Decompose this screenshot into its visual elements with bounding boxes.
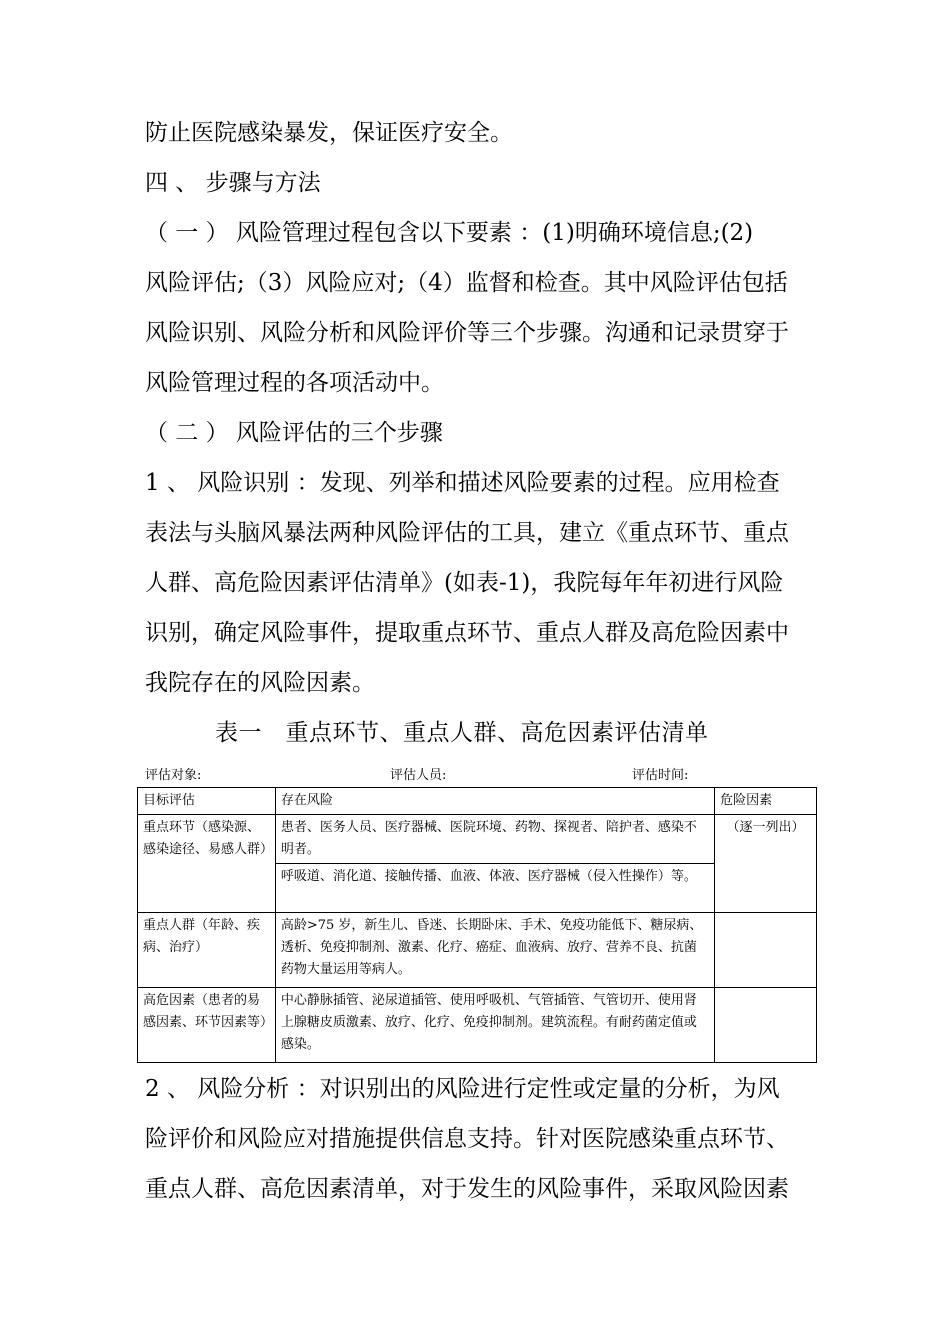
paragraph-risk-elements-line2: 风险评估;（3）风险应对;（4）监督和检查。其中风险评估包括: [145, 270, 788, 296]
paragraph-risk-identification-line5: 我院存在的风险因素。: [145, 670, 375, 696]
cell-risk-key-links-sources: 患者、医务人员、医疗器械、医院环境、药物、探视者、陪护者、感染不明者。: [275, 815, 714, 864]
cell-target-high-risk: 高危因素（患者的易感因素、环节因素等）: [138, 988, 276, 1063]
paragraph-prevent-outbreak: 防止医院感染暴发，保证医疗安全。: [145, 120, 513, 146]
table-row: [138, 815, 817, 864]
cell-risk-high-risk: 中心静脉插管、泌尿道插管、使用呼吸机、气管插管、气管切开、使用肾上腺糖皮质激素、放疗、化疗、免疫抑制剂。建筑流程。有耐药菌定值或感染。: [275, 988, 714, 1063]
table-row: [138, 988, 817, 1063]
table-title: 表一 重点环节、重点人群、高危因素评估清单: [215, 720, 709, 746]
cell-risk-key-population: 高龄>75 岁，新生儿、昏迷、长期卧床、手术、免疫功能低下、糖尿病、透析、免疫抑制剂、激素、化疗、癌症、血液病、放疗、营养不良、抗菌药物大量运用等病人。: [275, 913, 714, 988]
paragraph-risk-analysis-line3: 重点人群、高危因素清单，对于发生的风险事件，采取风险因素: [145, 1176, 789, 1202]
meta-eval-object: 评估对象:: [145, 768, 202, 783]
paragraph-risk-analysis-line2: 险评价和风险应对措施提供信息支持。针对医院感染重点环节、: [145, 1126, 789, 1152]
paragraph-risk-elements-line4: 风险管理过程的各项活动中。: [145, 370, 444, 396]
meta-eval-person: 评估人员:: [390, 768, 447, 783]
cell-factor-key-links: （逐一列出）: [715, 815, 817, 913]
table-header-row: [138, 788, 817, 815]
cell-risk-key-links-routes: 呼吸道、消化道、接触传播、血液、体液、医疗器械（侵入性操作）等。: [275, 864, 714, 913]
meta-eval-time: 评估时间:: [632, 768, 689, 783]
paragraph-risk-identification-line1: 1 、 风险识别 ：发现、列举和描述风险要素的过程。应用检查: [145, 470, 780, 496]
paragraph-risk-analysis-line1: 2 、 风险分析 ：对识别出的风险进行定性或定量的分析，为风: [145, 1076, 780, 1102]
header-factor: 危险因素: [715, 788, 817, 815]
paragraph-risk-identification-line3: 人群、高危险因素评估清单》(如表-1)，我院每年年初进行风险: [145, 570, 784, 596]
cell-factor-key-population: [715, 913, 817, 988]
subheading-three-steps: （ 二 ） 风险评估的三个步骤: [145, 420, 443, 446]
paragraph-risk-identification-line4: 识别，确定风险事件，提取重点环节、重点人群及高危险因素中: [145, 620, 789, 646]
section-heading-steps-methods: 四 、 步骤与方法: [145, 170, 321, 196]
header-target: 目标评估: [138, 788, 276, 815]
cell-factor-high-risk: [715, 988, 817, 1063]
table-row: [138, 913, 817, 988]
cell-target-key-links: 重点环节（感染源、感染途径、易感人群）: [138, 815, 276, 913]
header-risk: 存在风险: [275, 788, 714, 815]
paragraph-risk-identification-line2: 表法与头脑风暴法两种风险评估的工具，建立《重点环节、重点: [145, 520, 789, 546]
cell-target-key-population: 重点人群（年龄、疾病、治疗）: [138, 913, 276, 988]
paragraph-risk-elements-line3: 风险识别、风险分析和风险评价等三个步骤。沟通和记录贯穿于: [145, 320, 789, 346]
paragraph-risk-elements-line1: （ 一 ） 风险管理过程包含以下要素 ：(1)明确环境信息;(2): [145, 220, 754, 246]
evaluation-table: [137, 787, 817, 1063]
